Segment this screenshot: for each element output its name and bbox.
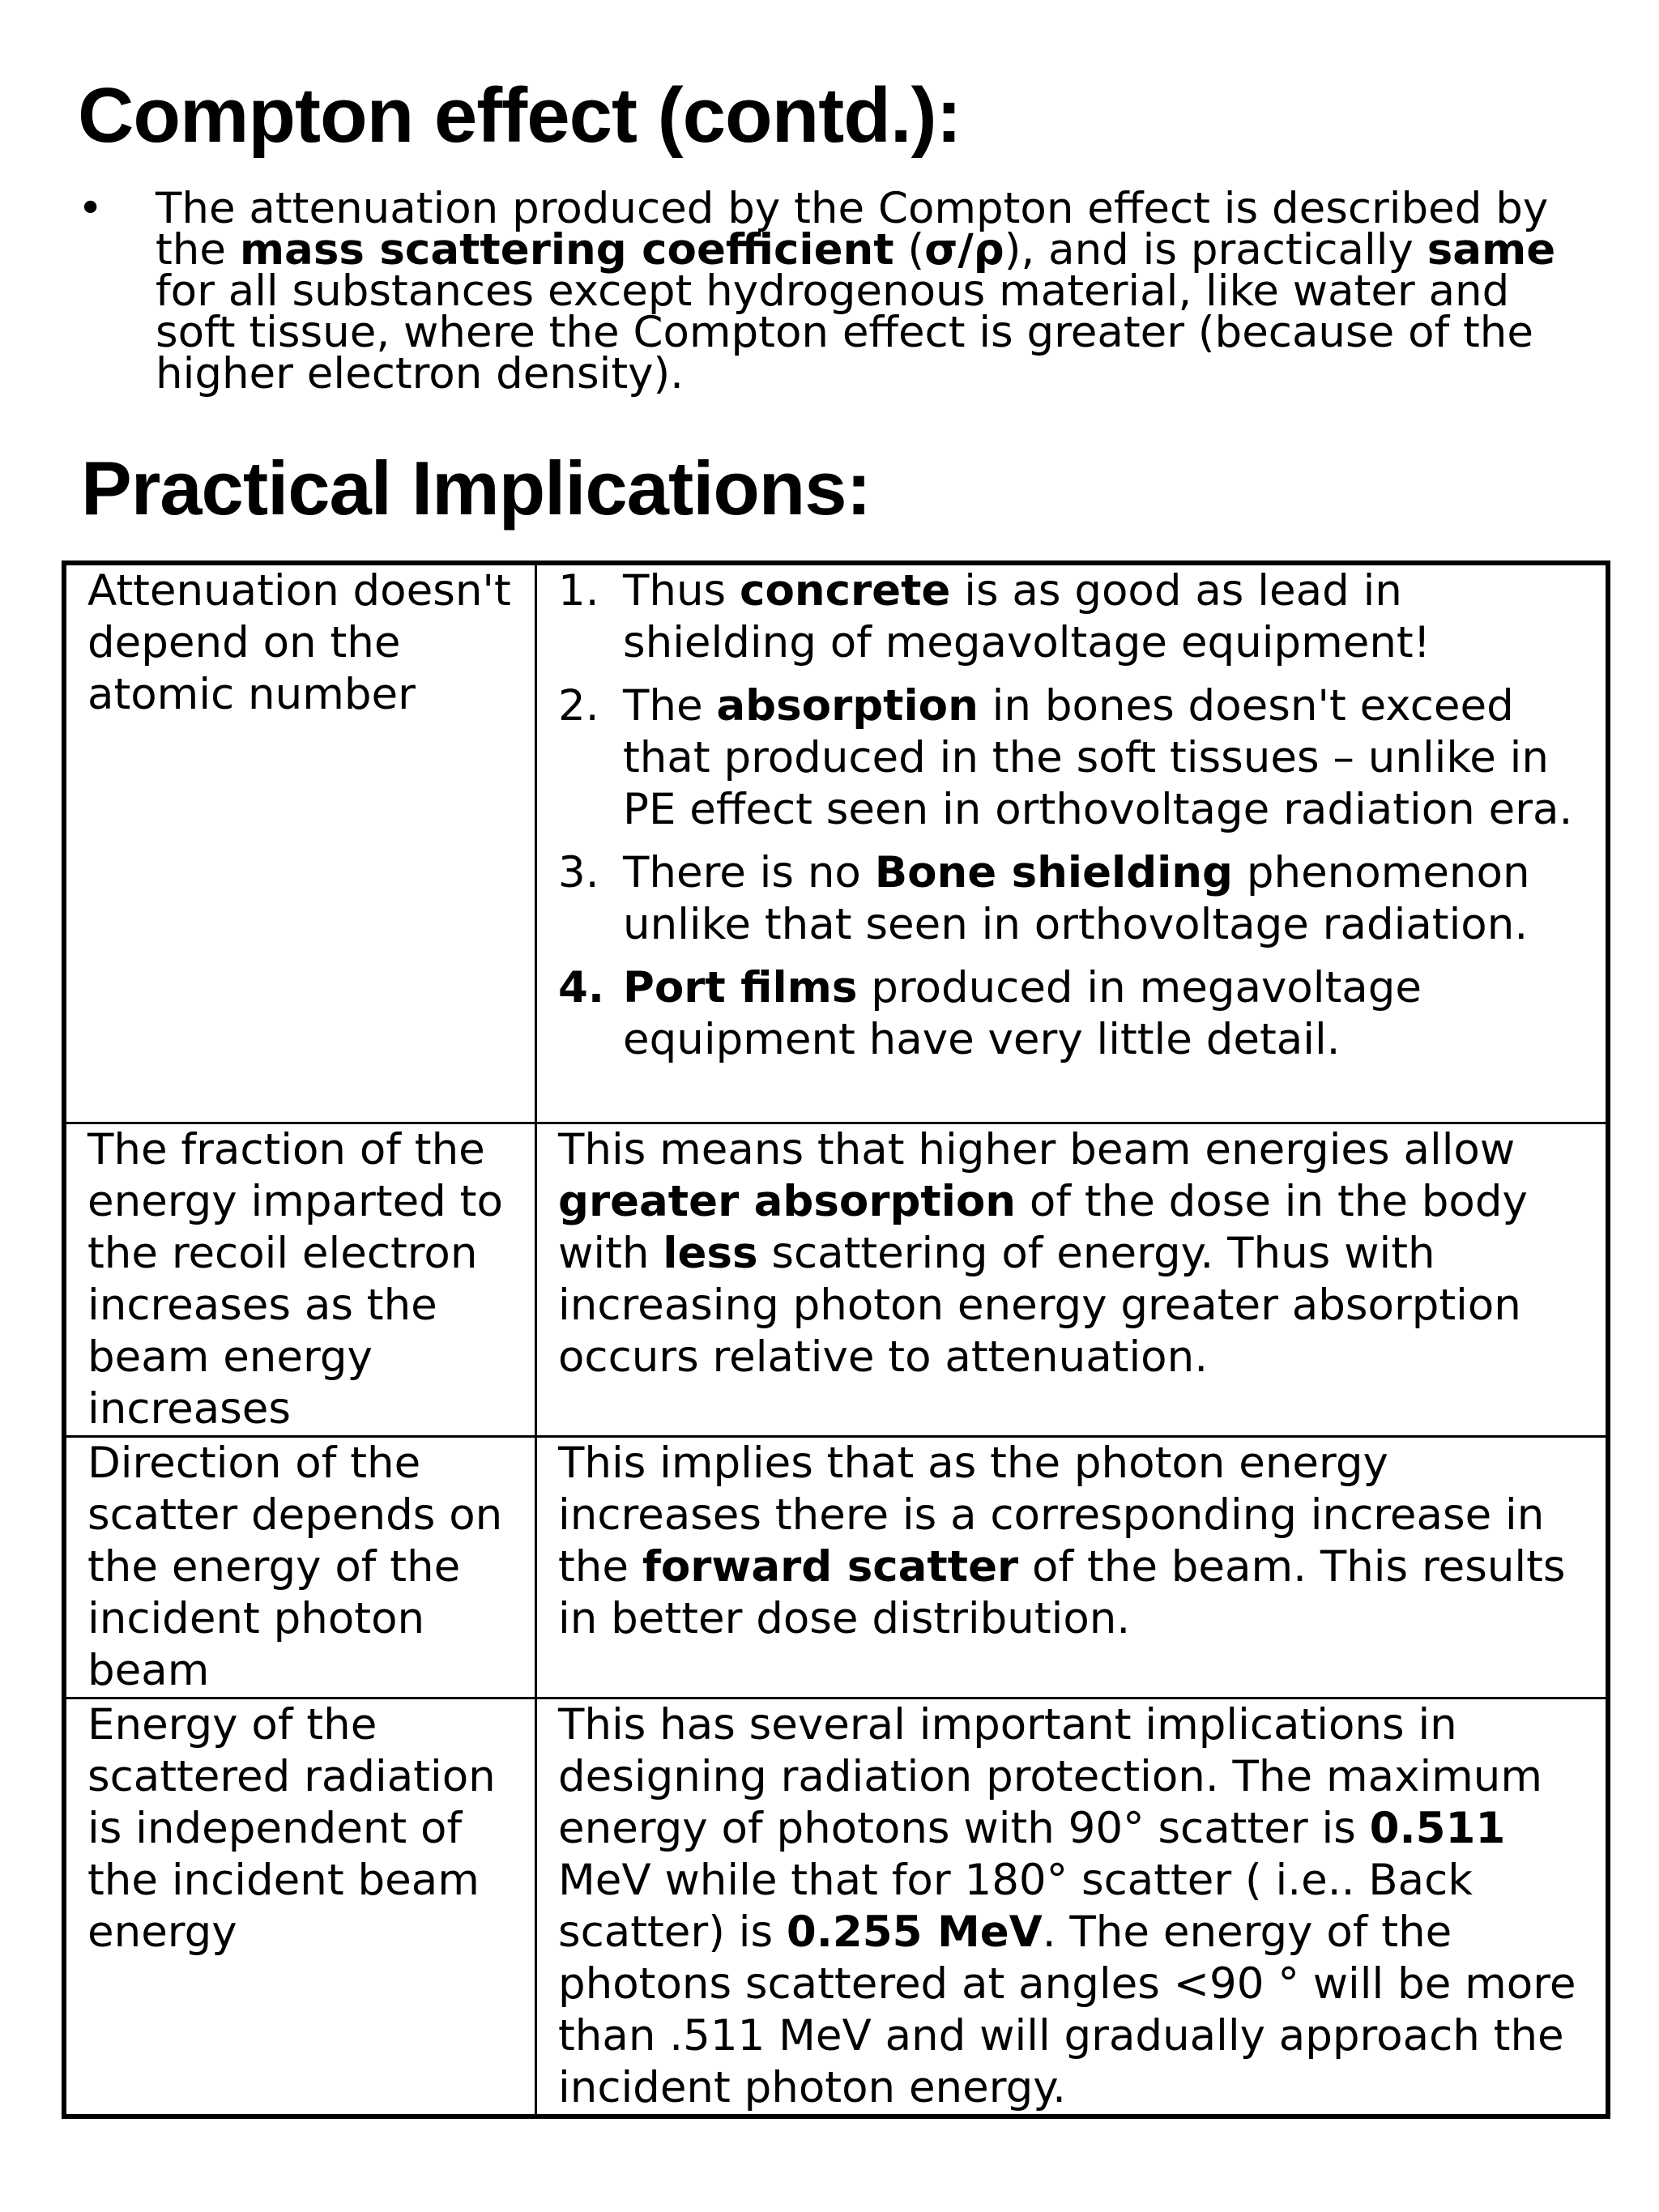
text-run: This has several important implications in designing radiation protection. The maximum energy of photons with 90° scatter is [558,1699,1543,1853]
text-run: produced in megavoltage equipment have very little detail. [623,963,1422,1064]
text-run: of the beam. This results in better dose distribution. [558,1541,1566,1643]
property-cell: The fraction of the energy imparted to the recoil electron increases as the beam energy increases [64,1123,536,1436]
text-run: The attenuation produced by the Compton effect is described by the [156,184,1549,275]
bold-term: forward scatter [642,1541,1019,1592]
bold-term: concrete [740,566,951,616]
bold-term: mass scattering coefficient [239,225,894,275]
text-run: phenomenon unlike that seen in orthovoltage radiation. [623,848,1530,949]
property-cell: Attenuation doesn't depend on the atomic number [64,563,536,1123]
bullet-icon: • [78,184,104,233]
table-row [64,1123,1608,1436]
text-run: of the dose in the body with [558,1176,1528,1278]
list-item [558,962,1588,1066]
text-run: ( [893,225,925,275]
text-run: Thus [623,566,740,616]
list-item [558,847,1588,951]
implications-table [62,560,1610,2119]
implication-cell [536,1698,1609,2116]
bold-term: 0.511 [1369,1803,1506,1853]
table-row [64,1698,1608,2116]
text-run: This implies that as the photon energy increases there is a corresponding increase in the [558,1438,1545,1592]
text-run: for all substances except hydrogenous material, like water and soft tissue, where the Compton effect is greater (because of the higher electron density). [156,266,1533,399]
page-title: Compton effect (contd.): [78,72,962,159]
bold-term: 0.255 MeV [786,1907,1043,1957]
bold-term: σ/ρ [924,225,1004,275]
table-row [64,563,1608,1123]
section-heading: Practical Implications: [81,445,871,531]
text-run: is as good as lead in shielding of megavoltage equipment! [623,566,1431,667]
property-cell: Energy of the scattered radiation is independent of the incident beam energy [64,1698,536,2116]
list-number: 2. [558,681,599,731]
implication-cell [536,1123,1609,1436]
list-number: 4. [558,963,605,1012]
list-number: 3. [558,848,599,897]
text-run: There is no [623,848,875,897]
bold-term: same [1427,225,1556,275]
bold-term: less [663,1228,758,1278]
text-run: This means that higher beam energies allow [558,1124,1516,1174]
text-run: ), and is practically [1004,225,1427,275]
list-number: 1. [558,566,599,616]
text-run: MeV while that for 180° scatter ( i.e.. Back scatter) is [558,1855,1473,1957]
text-run: scattering of energy. Thus with increasing photon energy greater absorption occurs relative to attenuation. [558,1228,1521,1382]
text-run: The [623,681,717,731]
bold-term: Port films [623,963,858,1012]
text-run: . The energy of the photons scattered at angles <90 ° will be more than .511 MeV and will gradually approach the incident photon energy. [558,1907,1576,2112]
list-item [558,680,1588,836]
table-row [64,1436,1608,1698]
implication-list [558,565,1588,1066]
intro-bullet-text [156,184,1597,399]
list-item [558,565,1588,669]
implication-cell [536,563,1609,1123]
bold-term: absorption [716,681,979,731]
bold-term: Bone shielding [874,848,1233,897]
bold-term: greater absorption [558,1176,1017,1226]
implication-cell [536,1436,1609,1698]
text-run: in bones doesn't exceed that produced in the soft tissues – unlike in PE effect seen in orthovoltage radiation era. [623,681,1573,834]
property-cell: Direction of the scatter depends on the energy of the incident photon beam [64,1436,536,1698]
